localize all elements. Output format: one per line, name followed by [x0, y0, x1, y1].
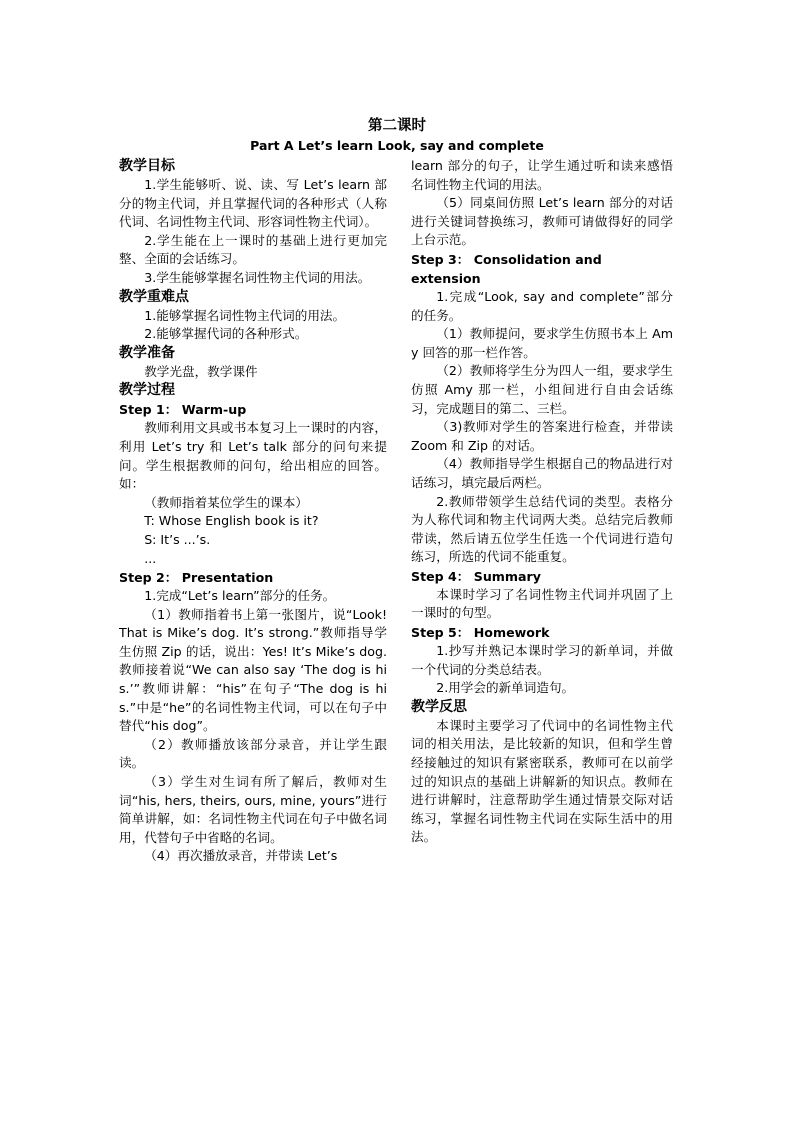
preparation-heading: 教学准备 — [119, 344, 175, 361]
key-points-heading: 教学重难点 — [119, 288, 189, 305]
reflection-text: 本课时主要学习了代词中的名词性物主代词的相关用法，是比较新的知识，但和学生曾经接触过的知识有紧密联系，教师可在以前学过的知识点的基础上讲解新的知识点。教师在进行讲解时，注意帮助学生通过情景交际对话练习，掌握名词性物主代词在实际生活中的用法。 — [411, 717, 673, 845]
goals-heading: 教学目标 — [119, 158, 175, 174]
step3-item-1b: （2）教师将学生分为四人一组，要求学生仿照 Amy 那一栏，小组间进行自由会话练习，完成题目的第二、三栏。 — [411, 363, 673, 416]
step3-item-1: 1.完成“Look, say and complete”部分的任务。 — [411, 288, 673, 323]
step1-student-line: S: It’s ...’s. — [144, 531, 211, 547]
step4-text: 本课时学习了名词性物主代词并巩固了上一课时的句型。 — [411, 586, 673, 621]
step5-item-1: 1.抄写并熟记本课时学习的新单词，并做一个代词的分类总结表。 — [411, 643, 673, 677]
continued-text: learn 部分的句子，让学生通过听和读来感悟名词性物主代词的用法。 — [411, 158, 673, 192]
step1-heading: Step 1： Warm-up — [119, 402, 247, 418]
step2-item-1c: （3）学生对生词有所了解后，教师对生词“his, hers, theirs, ours, mine, yours”进行简单讲解，如：名词性物主代词在句子中做名词用，代替句子中省略的名词。 — [119, 774, 387, 845]
step2-item-1a: （1）教师指着书上第一张图片，说“Look! That is Mike’s dog. It’s strong.”教师指导学生仿照 Zip 的话，说出：Yes! It’s Mike’s dog.教师接着说“We can also say ‘The dog is his.’”教师讲解：“his”在句子“The dog is his.”中是“he”的名词性物主代词，可以在句子中替代“his dog”。 — [119, 606, 387, 734]
step2-item-1d: （4）再次播放录音，并带读 Let’s — [144, 848, 338, 864]
step5-item-2: 2.用学会的新单词造句。 — [436, 680, 575, 696]
left-column — [119, 157, 387, 866]
goal-3: 3.学生能够掌握名词性物主代词的用法。 — [144, 269, 371, 285]
step2-item-1e: （5）同桌间仿照 Let’s learn 部分的对话进行关键词替换练习，教师可请做得好的同学上台示范。 — [411, 195, 673, 248]
page-title: 第二课时 — [368, 118, 426, 134]
step3-item-1d: （4）教师指导学生根据自己的物品进行对话练习，填完最后两栏。 — [411, 456, 673, 490]
key-point-2: 2.能够掌握代词的各种形式。 — [144, 326, 308, 342]
reflection-heading: 教学反思 — [411, 698, 467, 715]
preparation-text: 教学光盘，教学课件 — [144, 363, 258, 379]
step2-item-1: 1.完成“Let’s learn”部分的任务。 — [144, 588, 336, 604]
goal-2: 2.学生能在上一课时的基础上进行更加完整、全面的会话练习。 — [119, 232, 387, 267]
step3-heading: Step 3： Consolidation and extension — [411, 251, 602, 286]
step4-heading: Step 4： Summary — [411, 568, 541, 584]
lesson-subtitle: Part A Let’s learn Look, say and complete — [250, 138, 544, 153]
step3-item-2: 2.教师带领学生总结代词的类型。表格分为人称代词和物主代词两大类。总结完后教师带读，然后请五位学生任选一个代词进行造句练习，所选的代词不能重复。 — [411, 493, 673, 565]
right-column — [411, 157, 673, 847]
step1-teacher-line: T: Whose English book is it? — [144, 513, 319, 529]
step3-item-1c: （3)教师对学生的答案进行检查，并带读 Zoom 和 Zip 的对话。 — [411, 419, 673, 453]
step2-item-1b: （2）教师播放该部分录音，并让学生跟读。 — [119, 736, 387, 771]
step1-ellipsis: ... — [144, 550, 157, 566]
process-heading: 教学过程 — [119, 382, 175, 399]
step1-note: （教师指着某位学生的课本） — [144, 494, 308, 510]
step3-item-1a: （1）教师提问，要求学生仿照书本上 Amy 回答的那一栏作答。 — [411, 326, 673, 360]
step1-text: 教师利用文具或书本复习上一课时的内容，利用 Let’s try 和 Let’s talk 部分的问句来提问。学生根据教师的问句，给出相应的回答。如： — [119, 420, 387, 492]
step2-heading: Step 2： Presentation — [119, 570, 274, 586]
step5-heading: Step 5： Homework — [411, 625, 550, 641]
goal-1: 1.学生能够听、说、读、写 Let’s learn 部分的物主代词，并且掌握代词的各种形式（人称代词、名词性物主代词、形容词性物主代词）。 — [119, 177, 387, 230]
key-point-1: 1.能够掌握名词性物主代词的用法。 — [144, 307, 346, 323]
